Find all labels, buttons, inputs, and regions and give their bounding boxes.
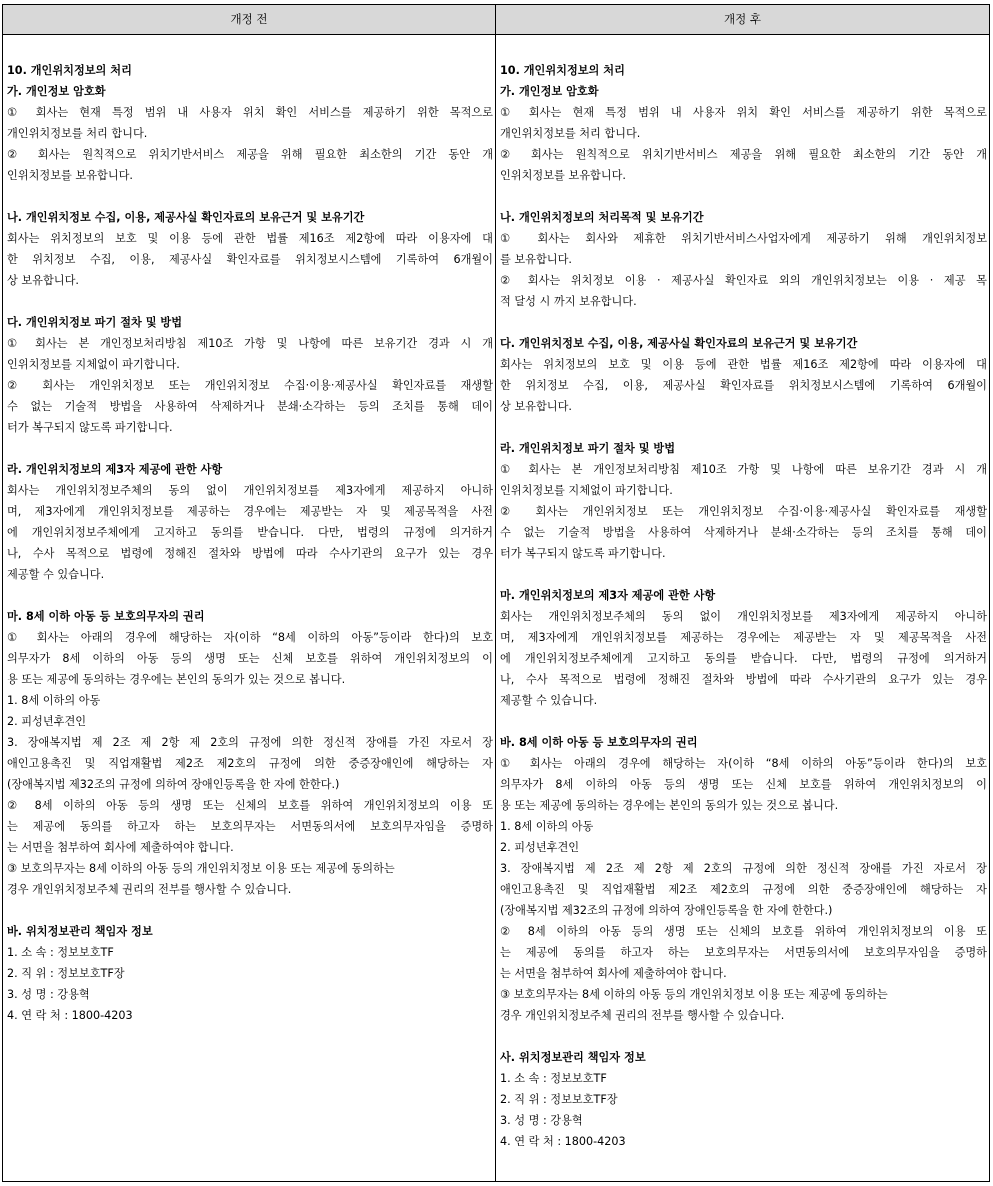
text-line: 를 보유합니다. (500, 253, 572, 266)
text-line: 2. 직 위 : 정보보호TF장 (7, 967, 125, 980)
section (500, 207, 987, 312)
text-line: 애인고용촉진 및 직업재활법 제2조 제2호의 규정에 의한 중증장애인에 해당하는 자 (500, 883, 987, 896)
section-heading: 라. 개인위치정보의 제3자 제공에 관한 사항 (7, 463, 223, 476)
text-line: 에 개인위치정보주체에게 고지하고 동의를 받습니다. 다만, 법령의 규정에 의거하거 (500, 652, 987, 665)
text-line: 는 서면을 첨부하여 회사에 제출하여야 합니다. (7, 841, 234, 854)
section-heading: 가. 개인정보 암호화 (500, 85, 599, 98)
text-line: 4. 연 락 처 : 1800-4203 (7, 1009, 133, 1022)
text-line: 적 달성 시 까지 보유합니다. (500, 295, 637, 308)
text-line: 한 위치정보 수집, 이용, 제공사실 확인자료를 위치정보시스템에 기록하여 6개월이 (500, 379, 987, 392)
section-heading: 10. 개인위치정보의 처리 (7, 64, 132, 77)
text-line: ① 회사는 본 개인정보처리방침 제10조 가항 및 나항에 따른 보유기간 경과 시 개 (7, 337, 493, 350)
text-line: 며, 제3자에게 개인위치정보를 제공하는 경우에는 제공받는 자 및 제공목적을 사전 (500, 631, 987, 644)
section-heading: 다. 개인위치정보 파기 절차 및 방법 (7, 316, 183, 329)
section-heading: 가. 개인정보 암호화 (7, 85, 106, 98)
text-line: 회사는 위치정보의 보호 및 이용 등에 관한 법률 제16조 제2항에 따라 이용자에 대 (500, 358, 987, 371)
header-after: 개정 후 (724, 12, 761, 26)
section (7, 312, 493, 438)
text-line: 는 서면을 첨부하여 회사에 제출하여야 합니다. (500, 967, 727, 980)
text-line: ② 8세 이하의 아동 등의 생명 또는 신체의 보호를 위하여 개인위치정보의 이용 또 (500, 925, 987, 938)
text-line: 인위치정보를 지체없이 파기합니다. (500, 484, 673, 497)
text-line: 용 또는 제공에 동의하는 경우에는 본인의 동의가 있는 것으로 봅니다. (7, 673, 346, 686)
text-line: 경우 개인위치정보주체 권리의 전부를 행사할 수 있습니다. (500, 1009, 785, 1022)
section (500, 333, 987, 417)
section (7, 207, 493, 291)
text-line: 경우 개인위치정보주체 권리의 전부를 행사할 수 있습니다. (7, 883, 292, 896)
text-line: 는 제공에 동의를 하고자 하는 보호의무자는 서면동의서에 보호의무자임을 증명하 (7, 820, 493, 833)
text-line: 애인고용촉진 및 직업재활법 제2조 제2호의 규정에 의한 중증장애인에 해당하는 자 (7, 757, 493, 770)
text-line: 에 개인위치정보주체에게 고지하고 동의를 받습니다. 다만, 법령의 규정에 의거하거 (7, 526, 493, 539)
text-line: 3. 장애복지법 제 2조 제 2항 제 2호의 규정에 의한 정신적 장애를 가진 자로서 장 (500, 862, 987, 875)
text-line: 2. 피성년후견인 (500, 841, 580, 854)
text-line: ① 회사는 현재 특정 범위 내 사용자 위치 확인 서비스를 제공하기 위한 목적으로 (7, 106, 493, 119)
text-line: 회사는 개인위치정보주체의 동의 없이 개인위치정보를 제3자에게 제공하지 아니하 (7, 484, 493, 497)
text-line: 회사는 위치정보의 보호 및 이용 등에 관한 법률 제16조 제2항에 따라 이용자에 대 (7, 232, 493, 245)
section (500, 60, 987, 186)
text-line: 1. 8세 이하의 아동 (7, 694, 101, 707)
text-line: ① 회사는 아래의 경우에 해당하는 자(이하 “8세 이하의 아동”등이라 한다)의 보호 (7, 631, 493, 644)
text-line: 나, 수사 목적으로 법령에 정해진 절차와 방법에 따라 수사기관의 요구가 있는 경우 (500, 673, 987, 686)
text-line: 한 위치정보 수집, 이용, 제공사실 확인자료를 위치정보시스템에 기록하여 6개월이 (7, 253, 493, 266)
text-line: 터가 복구되지 않도록 파기합니다. (500, 547, 666, 560)
text-line: 회사는 개인위치정보주체의 동의 없이 개인위치정보를 제3자에게 제공하지 아니하 (500, 610, 987, 623)
text-line: (장애복지법 제32조의 규정에 의하여 장애인등록을 한 자에 한한다.) (7, 778, 340, 791)
text-line: 제공할 수 있습니다. (7, 568, 105, 581)
section (500, 732, 987, 1026)
text-line: ② 회사는 위치정보 이용 · 제공사실 확인자료 외의 개인위치정보는 이용 · 제공 목 (500, 274, 987, 287)
text-line: 3. 성 명 : 강용혁 (7, 988, 90, 1001)
text-line: 개인위치정보를 처리 합니다. (7, 127, 148, 140)
text-line: 2. 피성년후견인 (7, 715, 87, 728)
text-line: 3. 장애복지법 제 2조 제 2항 제 2호의 규정에 의한 정신적 장애를 가진 자로서 장 (7, 736, 493, 749)
text-line: 의무자가 8세 이하의 아동 등의 생명 또는 신체 보호를 위하여 개인위치정보의 이 (500, 778, 987, 791)
text-line: 인위치정보를 지체없이 파기합니다. (7, 358, 180, 371)
text-line: 수 없는 기술적 방법을 사용하여 삭제하거나 분쇄·소각하는 등의 조치를 통해 데이 (7, 400, 493, 413)
text-line: ② 회사는 개인위치정보 또는 개인위치정보 수집·이용·제공사실 확인자료를 재생할 (500, 505, 987, 518)
section (7, 606, 493, 900)
section-heading: 바. 위치정보관리 책임자 정보 (7, 925, 153, 938)
text-line: 수 없는 기술적 방법을 사용하여 삭제하거나 분쇄·소각하는 등의 조치를 통해 데이 (500, 526, 987, 539)
text-line: 의무자가 8세 이하의 아동 등의 생명 또는 신체 보호를 위하여 개인위치정보의 이 (7, 652, 493, 665)
section (500, 1047, 987, 1152)
header-before: 개정 전 (230, 12, 268, 26)
section (500, 585, 987, 711)
section-heading: 다. 개인위치정보 수집, 이용, 제공사실 확인자료의 보유근거 및 보유기간 (500, 337, 858, 350)
section (500, 438, 987, 564)
text-line: 인위치정보를 보유합니다. (7, 169, 133, 182)
section-heading: 마. 8세 이하 아동 등 보호의무자의 권리 (7, 610, 205, 623)
text-line: 개인위치정보를 처리 합니다. (500, 127, 641, 140)
text-line: 1. 소 속 : 정보보호TF (7, 946, 114, 959)
section (7, 459, 493, 585)
section-heading: 마. 개인위치정보의 제3자 제공에 관한 사항 (500, 589, 716, 602)
text-line: (장애복지법 제32조의 규정에 의하여 장애인등록을 한 자에 한한다.) (500, 904, 833, 917)
text-line: 3. 성 명 : 강용혁 (500, 1114, 583, 1127)
text-line: 1. 8세 이하의 아동 (500, 820, 594, 833)
text-line: 상 보유합니다. (500, 400, 572, 413)
text-line: 나, 수사 목적으로 법령에 정해진 절차와 방법에 따라 수사기관의 요구가 있는 경우 (7, 547, 493, 560)
text-line: ① 회사는 아래의 경우에 해당하는 자(이하 “8세 이하의 아동”등이라 한다)의 보호 (500, 757, 987, 770)
text-line: 터가 복구되지 않도록 파기합니다. (7, 421, 173, 434)
section-heading: 나. 개인위치정보 수집, 이용, 제공사실 확인자료의 보유근거 및 보유기간 (7, 211, 365, 224)
section-heading: 바. 8세 이하 아동 등 보호의무자의 권리 (500, 736, 698, 749)
section-heading: 10. 개인위치정보의 처리 (500, 64, 625, 77)
section-heading: 나. 개인위치정보의 처리목적 및 보유기간 (500, 211, 704, 224)
text-line: ② 회사는 원칙적으로 위치기반서비스 제공을 위해 필요한 최소한의 기간 동안 개 (500, 148, 987, 161)
text-line: ① 회사는 본 개인정보처리방침 제10조 가항 및 나항에 따른 보유기간 경과 시 개 (500, 463, 987, 476)
text-line: 2. 직 위 : 정보보호TF장 (500, 1093, 618, 1106)
text-line: 상 보유합니다. (7, 274, 79, 287)
column-before (7, 60, 493, 1026)
text-line: ③ 보호의무자는 8세 이하의 아동 등의 개인위치정보 이용 또는 제공에 동의하는 (500, 988, 888, 1001)
text-line: ① 회사는 회사와 제휴한 위치기반서비스사업자에게 제공하기 위해 개인위치정보 (500, 232, 987, 245)
text-line: 며, 제3자에게 개인위치정보를 제공하는 경우에는 제공받는 자 및 제공목적을 사전 (7, 505, 493, 518)
column-divider (495, 5, 496, 1181)
text-line: ② 회사는 원칙적으로 위치기반서비스 제공을 위해 필요한 최소한의 기간 동안 개 (7, 148, 493, 161)
section (7, 921, 493, 1026)
section-heading: 라. 개인위치정보 파기 절차 및 방법 (500, 442, 676, 455)
comparison-table (2, 4, 990, 1182)
table-header-row (3, 5, 989, 35)
text-line: ② 8세 이하의 아동 등의 생명 또는 신체의 보호를 위하여 개인위치정보의 이용 또 (7, 799, 493, 812)
text-line: ① 회사는 현재 특정 범위 내 사용자 위치 확인 서비스를 제공하기 위한 목적으로 (500, 106, 987, 119)
text-line: 인위치정보를 보유합니다. (500, 169, 626, 182)
text-line: 제공할 수 있습니다. (500, 694, 598, 707)
text-line: 용 또는 제공에 동의하는 경우에는 본인의 동의가 있는 것으로 봅니다. (500, 799, 839, 812)
section-heading: 사. 위치정보관리 책임자 정보 (500, 1051, 646, 1064)
text-line: 4. 연 락 처 : 1800-4203 (500, 1135, 626, 1148)
text-line: 1. 소 속 : 정보보호TF (500, 1072, 607, 1085)
text-line: ② 회사는 개인위치정보 또는 개인위치정보 수집·이용·제공사실 확인자료를 재생할 (7, 379, 493, 392)
column-after (500, 60, 987, 1152)
text-line: 는 제공에 동의를 하고자 하는 보호의무자는 서면동의서에 보호의무자임을 증명하 (500, 946, 987, 959)
section (7, 60, 493, 186)
text-line: ③ 보호의무자는 8세 이하의 아동 등의 개인위치정보 이용 또는 제공에 동의하는 (7, 862, 395, 875)
